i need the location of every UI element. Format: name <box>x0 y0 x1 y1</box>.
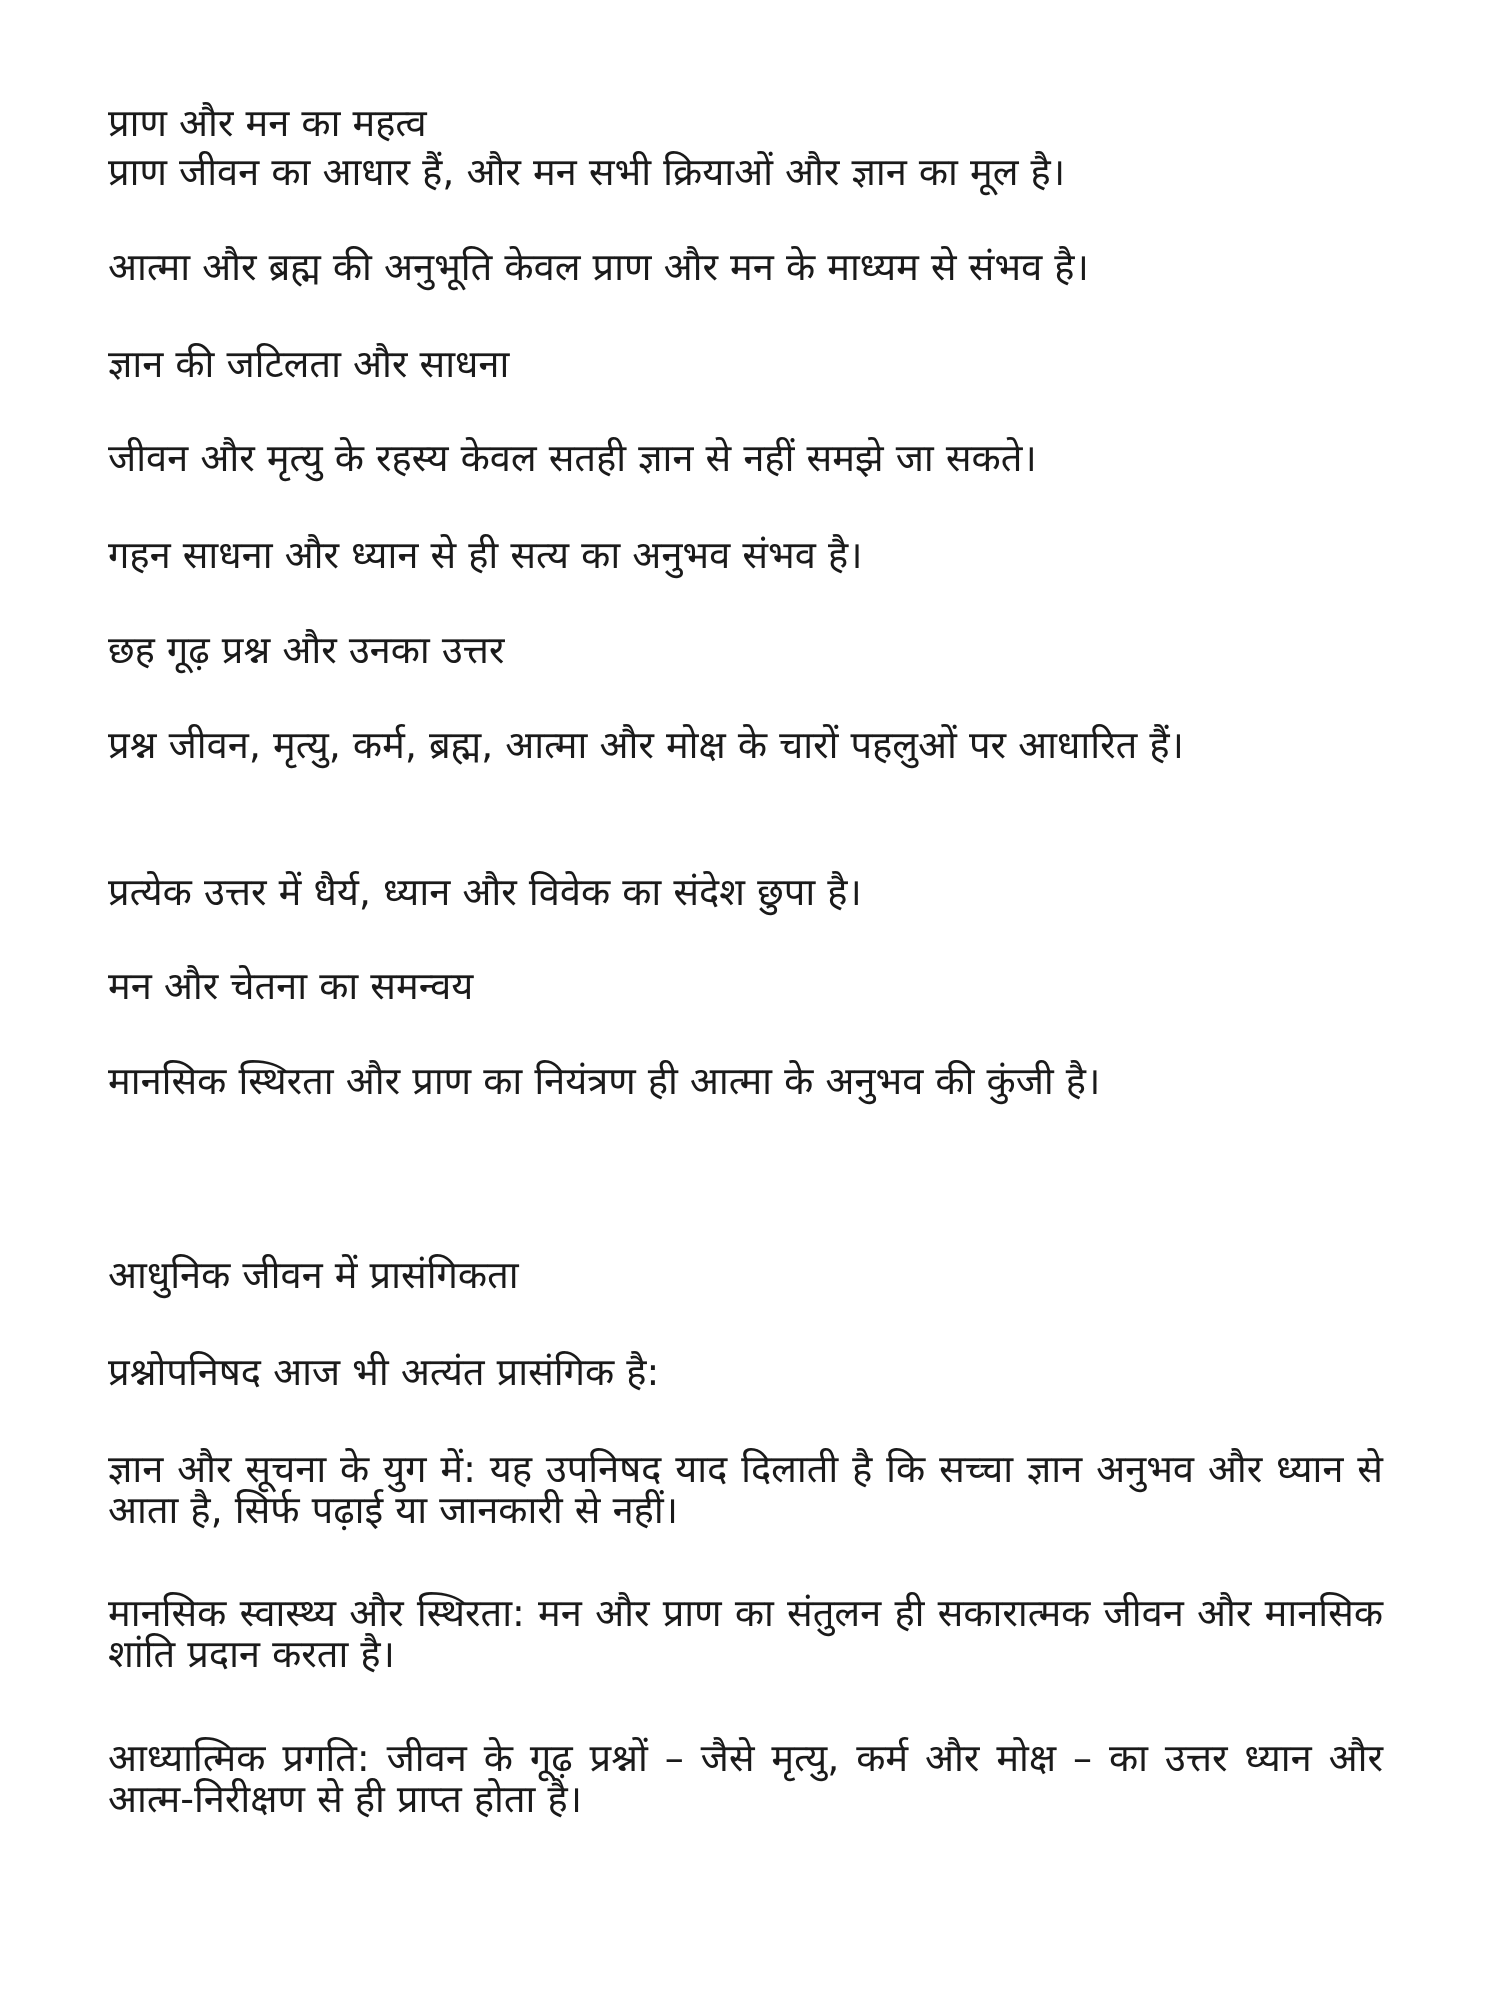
section-heading-knowledge-sadhana: ज्ञान की जटिलता और साधना <box>108 342 510 386</box>
paragraph: ज्ञान और सूचना के युग में: यह उपनिषद याद दिलाती है कि सच्चा ज्ञान अनुभव और ध्यान से आता है, सिर्फ पढ़ाई या जानकारी से नहीं। <box>108 1447 1383 1532</box>
paragraph: मानसिक स्वास्थ्य और स्थिरता: मन और प्राण का संतुलन ही सकारात्मक जीवन और मानसिक शांति प्रदान करता है। <box>108 1591 1383 1676</box>
section-heading-mind-consciousness: मन और चेतना का समन्वय <box>108 964 474 1008</box>
section-heading-modern-relevance: आधुनिक जीवन में प्रासंगिकता <box>108 1253 519 1297</box>
paragraph: प्रत्येक उत्तर में धैर्य, ध्यान और विवेक का संदेश छुपा है। <box>108 870 862 914</box>
paragraph: गहन साधना और ध्यान से ही सत्य का अनुभव संभव है। <box>108 533 863 577</box>
paragraph: प्रश्न जीवन, मृत्यु, कर्म, ब्रह्म, आत्मा और मोक्ष के चारों पहलुओं पर आधारित हैं। <box>108 723 1184 767</box>
paragraph: जीवन और मृत्यु के रहस्य केवल सतही ज्ञान से नहीं समझे जा सकते। <box>108 436 1037 480</box>
paragraph: आध्यात्मिक प्रगति: जीवन के गूढ़ प्रश्नों – जैसे मृत्यु, कर्म और मोक्ष – का उत्तर ध्यान और आत्म-निरीक्षण से ही प्राप्त होता है। <box>108 1736 1383 1821</box>
section-heading-six-questions: छह गूढ़ प्रश्न और उनका उत्तर <box>108 628 505 672</box>
section-heading-prana-mind: प्राण और मन का महत्व <box>108 101 427 145</box>
paragraph: आत्मा और ब्रह्म की अनुभूति केवल प्राण और मन के माध्यम से संभव है। <box>108 245 1089 289</box>
paragraph: प्राण जीवन का आधार हैं, और मन सभी क्रियाओं और ज्ञान का मूल है। <box>108 150 1066 194</box>
paragraph: मानसिक स्थिरता और प्राण का नियंत्रण ही आत्मा के अनुभव की कुंजी है। <box>108 1059 1101 1103</box>
paragraph: प्रश्नोपनिषद आज भी अत्यंत प्रासंगिक है: <box>108 1350 660 1394</box>
